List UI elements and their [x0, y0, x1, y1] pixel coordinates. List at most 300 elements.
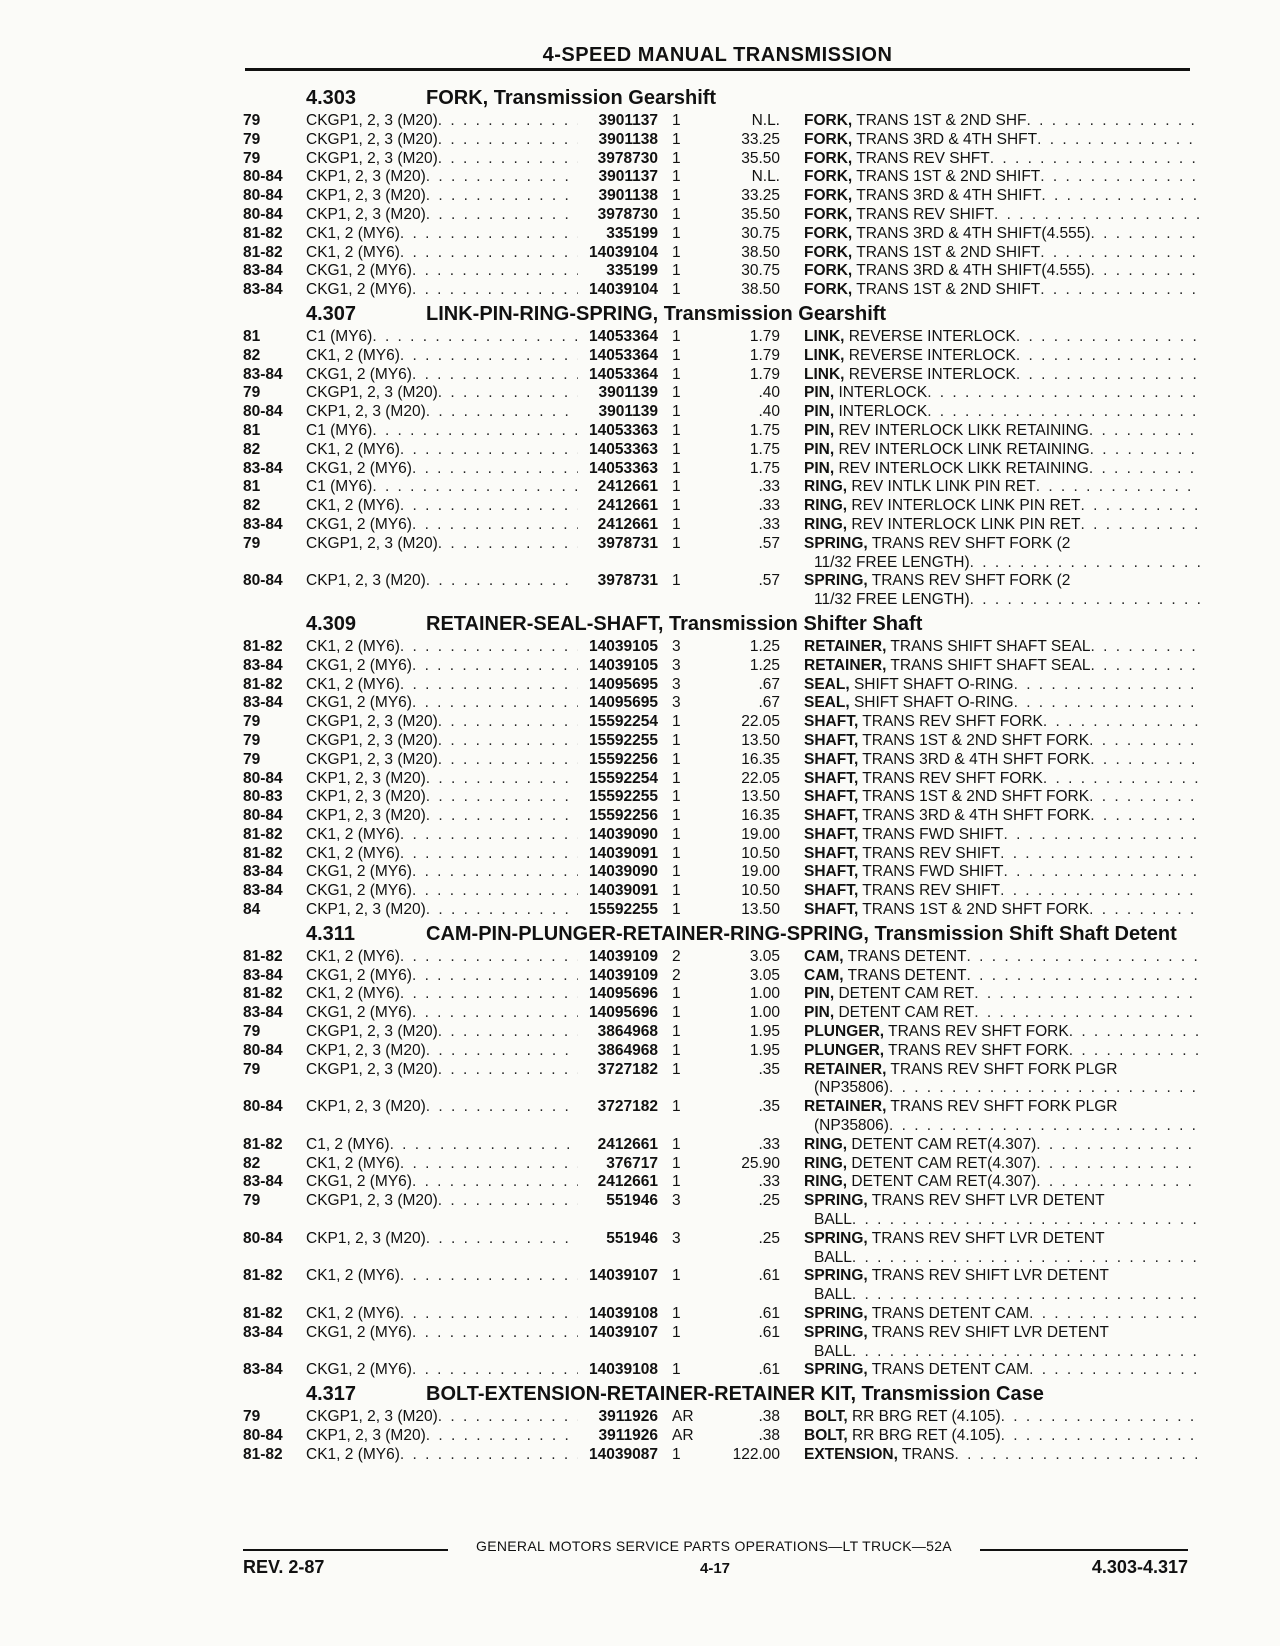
leader-dots — [1029, 1361, 1200, 1380]
model-year: 83-84 — [243, 966, 283, 984]
model-cell — [306, 497, 578, 516]
description-detail: TRANS FWD SHIFT — [862, 863, 1004, 881]
table-row — [243, 967, 1188, 986]
model-cell — [306, 826, 578, 845]
description-line — [804, 328, 1200, 347]
model-year: 81-82 — [243, 844, 283, 862]
description-line — [804, 497, 1200, 516]
model-cell — [306, 1446, 578, 1465]
part-number: 3978731 — [597, 534, 658, 552]
leader-dots — [852, 1211, 1200, 1230]
description-cell — [780, 441, 1200, 460]
leader-dots — [1000, 882, 1200, 901]
section-title: FORK, Transmission Gearshift — [426, 87, 717, 109]
part-number: 3978730 — [597, 205, 658, 223]
description-cell — [780, 967, 1200, 986]
description-cell — [780, 713, 1200, 732]
model-year: 80-84 — [243, 769, 283, 787]
description-line — [804, 1446, 1200, 1465]
model-code: CKP1, 2, 3 (M20) — [306, 572, 426, 590]
leader-dots — [1036, 478, 1200, 497]
model-year: 81-82 — [243, 1445, 283, 1463]
description-noun: SEAL, — [804, 675, 850, 693]
part-number: 14039107 — [589, 1267, 658, 1285]
quantity: 3 — [672, 637, 681, 655]
leader-dots — [400, 1446, 578, 1465]
description-line — [804, 535, 1200, 554]
table-row — [243, 1173, 1188, 1192]
leader-dots — [426, 403, 578, 422]
description-detail: DETENT CAM RET(4.307) — [851, 1135, 1037, 1153]
part-number: 14039108 — [589, 1305, 658, 1323]
model-code: CK1, 2 (MY6) — [306, 243, 400, 261]
description-text — [804, 497, 1080, 516]
model-year: 79 — [243, 534, 261, 552]
model-year: 84 — [243, 901, 261, 919]
section-heading — [243, 1383, 1188, 1405]
leader-dots — [954, 1446, 1200, 1465]
model-year: 79 — [243, 1060, 261, 1078]
section-heading — [243, 303, 1188, 325]
leader-dots — [400, 638, 578, 657]
model-year: 79 — [243, 1408, 261, 1426]
description-detail: REV INTERLOCK LIKK RETAINING — [838, 421, 1089, 439]
model-cell — [306, 168, 578, 187]
table-row — [243, 1267, 1188, 1305]
description-text — [804, 150, 990, 169]
table-row — [243, 638, 1188, 657]
description-cell — [780, 751, 1200, 770]
description-cell — [780, 732, 1200, 751]
description-cell — [780, 535, 1200, 573]
description-noun: PIN, — [804, 459, 835, 477]
model-cell — [306, 516, 578, 535]
quantity: 1 — [672, 1023, 681, 1041]
description-noun: SPRING, — [804, 1229, 868, 1247]
model-year: 79 — [243, 750, 261, 768]
leader-dots — [1089, 901, 1200, 920]
leader-dots — [390, 1136, 578, 1155]
price: .61 — [758, 1305, 780, 1323]
part-number: 14039090 — [589, 825, 658, 843]
model-code: CKP1, 2, 3 (M20) — [306, 788, 426, 806]
leader-dots — [412, 460, 578, 479]
model-code: CKG1, 2 (MY6) — [306, 694, 412, 712]
model-code: CKP1, 2, 3 (M20) — [306, 403, 426, 421]
price: 33.25 — [741, 187, 780, 205]
part-number: 2412661 — [597, 515, 658, 533]
part-number: 14039105 — [589, 637, 658, 655]
section-number: 4.307 — [306, 302, 357, 325]
part-number: 335199 — [606, 224, 658, 242]
table-row — [243, 732, 1188, 751]
table-row — [243, 1042, 1188, 1061]
description-line — [804, 826, 1200, 845]
table-row — [243, 168, 1188, 187]
leader-dots — [974, 985, 1200, 1004]
description-cell — [780, 112, 1200, 131]
description-cell — [780, 1192, 1200, 1230]
model-cell — [306, 281, 578, 300]
model-code: CKG1, 2 (MY6) — [306, 656, 412, 674]
model-cell — [306, 882, 578, 901]
table-row — [243, 751, 1188, 770]
quantity: 1 — [672, 243, 681, 261]
leader-dots — [927, 403, 1200, 422]
price: 16.35 — [741, 807, 780, 825]
description-text — [804, 187, 1041, 206]
description-detail: TRANS REV SHFT FORK — [888, 1023, 1069, 1041]
price: 1.75 — [749, 440, 780, 458]
quantity: AR — [672, 1408, 694, 1426]
price: .61 — [758, 1267, 780, 1285]
price: 16.35 — [741, 750, 780, 768]
leader-dots — [400, 225, 578, 244]
description-text — [804, 460, 1089, 479]
model-code: CKG1, 2 (MY6) — [306, 882, 412, 900]
part-number: 15592256 — [589, 750, 658, 768]
description-noun: SPRING, — [804, 534, 868, 552]
description-line — [804, 882, 1200, 901]
description-detail: SHIFT SHAFT O-RING — [853, 675, 1014, 693]
description-line — [804, 1408, 1200, 1427]
model-year: 79 — [243, 713, 261, 731]
description-noun: PIN, — [804, 384, 835, 402]
model-code: C1 (MY6) — [306, 478, 373, 496]
description-cell — [780, 807, 1200, 826]
description-noun: PIN, — [804, 985, 835, 1003]
leader-dots — [412, 1004, 578, 1023]
description-line — [804, 967, 1200, 986]
description-detail: DETENT CAM RET — [838, 985, 975, 1003]
model-code: CKG1, 2 (MY6) — [306, 262, 412, 280]
model-year: 81-82 — [243, 243, 283, 261]
footer-rule-left — [243, 1549, 448, 1551]
model-cell — [306, 676, 578, 695]
description-cell — [780, 497, 1200, 516]
quantity: 3 — [672, 1229, 681, 1247]
description-detail: SHIFT SHAFT O-RING — [853, 694, 1014, 712]
leader-dots — [426, 1230, 578, 1249]
model-code: CKGP1, 2, 3 (M20) — [306, 750, 438, 768]
description-noun: SPRING, — [804, 1305, 868, 1323]
part-number: 3901139 — [598, 403, 658, 421]
description-detail: TRANS REV SHFT FORK (2 — [871, 534, 1071, 552]
part-number: 3727182 — [597, 1098, 658, 1116]
price: 33.25 — [741, 130, 780, 148]
model-year: 80-84 — [243, 807, 283, 825]
description-text — [804, 422, 1089, 441]
leader-dots — [426, 187, 578, 206]
description-cell — [780, 1042, 1200, 1061]
description-detail: TRANS REV SHIFT — [856, 205, 995, 223]
model-cell — [306, 1155, 578, 1174]
part-number: 3901139 — [598, 384, 658, 402]
leader-dots — [426, 1098, 578, 1117]
leader-dots — [438, 1061, 578, 1080]
table-row — [243, 901, 1188, 920]
description-text — [804, 676, 1014, 695]
leader-dots — [372, 422, 578, 441]
model-cell — [306, 948, 578, 967]
description-continued-text: (NP35806) — [814, 1117, 889, 1135]
description-noun: EXTENSION, — [804, 1445, 898, 1463]
part-number: 335199 — [606, 262, 658, 280]
model-year: 81-82 — [243, 1135, 283, 1153]
quantity: 2 — [672, 966, 681, 984]
description-text — [804, 845, 1000, 864]
leader-dots — [426, 1427, 578, 1446]
description-noun: FORK, — [804, 205, 853, 223]
description-cell — [780, 1136, 1200, 1155]
model-code: CK1, 2 (MY6) — [306, 825, 400, 843]
description-noun: CAM, — [804, 966, 844, 984]
model-year: 83-84 — [243, 1173, 283, 1191]
description-cell — [780, 244, 1200, 263]
model-year: 83-84 — [243, 281, 283, 299]
description-detail: REV INTLK LINK PIN RET — [851, 478, 1036, 496]
model-cell — [306, 985, 578, 1004]
leader-dots — [1001, 1427, 1200, 1446]
description-noun: RING, — [804, 497, 848, 515]
table-row — [243, 441, 1188, 460]
description-noun: SHAFT, — [804, 713, 859, 731]
price: .67 — [758, 694, 780, 712]
leader-dots — [974, 1004, 1200, 1023]
quantity: 1 — [672, 478, 681, 496]
model-code: CKGP1, 2, 3 (M20) — [306, 1408, 438, 1426]
leader-dots — [412, 1324, 578, 1343]
leader-dots — [400, 347, 578, 366]
description-noun: SHAFT, — [804, 750, 859, 768]
section-number: 4.311 — [306, 922, 355, 945]
description-detail: TRANS REV SHFT FORK PLGR — [890, 1060, 1118, 1078]
leader-dots — [1036, 1136, 1200, 1155]
description-cell — [780, 1446, 1200, 1465]
model-code: CKGP1, 2, 3 (M20) — [306, 731, 438, 749]
table-row — [243, 281, 1188, 300]
description-text — [804, 384, 927, 403]
section-title: LINK-PIN-RING-SPRING, Transmission Gearshift — [426, 302, 887, 325]
description-text — [804, 1427, 1001, 1446]
description-detail: TRANS 1ST & 2ND SHFT FORK — [862, 901, 1090, 919]
price: .35 — [758, 1060, 780, 1078]
description-detail: RR BRG RET (4.105) — [851, 1408, 1001, 1426]
model-year: 81-82 — [243, 1267, 283, 1285]
description-line — [804, 1230, 1200, 1249]
description-noun: FORK, — [804, 262, 853, 280]
model-cell — [306, 1098, 578, 1117]
price: 1.95 — [749, 1023, 780, 1041]
description-noun: BOLT, — [804, 1427, 848, 1444]
price: 3.05 — [749, 966, 780, 984]
description-text — [804, 807, 1090, 826]
description-continuation — [804, 1211, 1200, 1230]
description-line — [804, 478, 1200, 497]
model-cell — [306, 638, 578, 657]
leader-dots — [927, 384, 1200, 403]
description-text — [804, 225, 1091, 244]
leader-dots — [438, 535, 578, 554]
leader-dots — [1040, 168, 1200, 187]
leader-dots — [412, 1173, 578, 1192]
model-code: C1 (MY6) — [306, 421, 373, 439]
table-row — [243, 1427, 1188, 1446]
description-noun: FORK, — [804, 281, 853, 299]
description-continuation — [804, 1079, 1200, 1098]
leader-dots — [970, 554, 1200, 573]
model-code: CK1, 2 (MY6) — [306, 985, 400, 1003]
price: 19.00 — [741, 863, 780, 881]
description-text — [804, 1361, 1029, 1380]
leader-dots — [1091, 225, 1200, 244]
description-text — [804, 572, 1070, 591]
description-continued-text: 11/32 FREE LENGTH) — [814, 591, 970, 609]
description-noun: SEAL, — [804, 694, 850, 712]
part-number: 3901137 — [598, 112, 658, 129]
description-noun: FORK, — [804, 243, 853, 261]
description-noun: RETAINER, — [804, 1060, 887, 1078]
section-number: 4.317 — [306, 1383, 357, 1406]
description-detail: TRANS 3RD & 4TH SHFT FORK — [862, 750, 1091, 768]
model-cell — [306, 1042, 578, 1061]
leader-dots — [438, 1192, 578, 1211]
part-number: 14039090 — [589, 863, 658, 881]
description-noun: SHAFT, — [804, 844, 859, 862]
leader-dots — [852, 1249, 1200, 1268]
model-code: CKG1, 2 (MY6) — [306, 459, 412, 477]
quantity: 1 — [672, 1041, 681, 1059]
model-cell — [306, 460, 578, 479]
leader-dots — [1000, 845, 1200, 864]
part-number: 15592255 — [589, 901, 658, 919]
price: 30.75 — [741, 262, 780, 280]
part-number: 14039109 — [589, 966, 658, 984]
model-cell — [306, 1192, 578, 1211]
part-number: 14095695 — [589, 675, 658, 693]
description-line — [804, 422, 1200, 441]
description-noun: FORK, — [804, 187, 853, 205]
price: .40 — [758, 403, 780, 421]
description-detail: REV INTERLOCK LINK PIN RET — [851, 497, 1081, 515]
table-row — [243, 713, 1188, 732]
description-noun: PIN, — [804, 440, 835, 458]
description-detail: DETENT CAM RET(4.307) — [851, 1154, 1037, 1172]
description-detail: TRANS REV SHFT LVR DETENT — [871, 1229, 1105, 1247]
description-cell — [780, 676, 1200, 695]
model-cell — [306, 572, 578, 591]
model-year: 83-84 — [243, 882, 283, 900]
description-continued-text: (NP35806) — [814, 1079, 889, 1097]
table-row — [243, 131, 1188, 150]
description-continued-text: BALL — [814, 1342, 852, 1360]
price: 10.50 — [741, 844, 780, 862]
description-noun: RETAINER, — [804, 1098, 887, 1116]
model-cell — [306, 1427, 578, 1446]
table-row — [243, 1305, 1188, 1324]
quantity: 1 — [672, 844, 681, 862]
part-number: 14039104 — [589, 243, 658, 261]
model-year: 80-83 — [243, 788, 283, 806]
leader-dots — [1043, 713, 1200, 732]
description-cell — [780, 1324, 1200, 1362]
model-year: 83-84 — [243, 863, 283, 881]
price: 38.50 — [741, 281, 780, 299]
table-row — [243, 1192, 1188, 1230]
description-noun: RING, — [804, 515, 848, 533]
description-cell — [780, 1427, 1200, 1446]
leader-dots — [438, 1408, 578, 1427]
price: 22.05 — [741, 769, 780, 787]
quantity: 1 — [672, 1305, 681, 1323]
section-title: BOLT-EXTENSION-RETAINER-RETAINER KIT, Transmission Case — [426, 1383, 1044, 1406]
description-continuation — [804, 1249, 1200, 1268]
quantity: 1 — [672, 1060, 681, 1078]
description-noun: PLUNGER, — [804, 1041, 885, 1059]
model-code: CKP1, 2, 3 (M20) — [306, 1427, 426, 1444]
leader-dots — [438, 150, 578, 169]
model-code: CKGP1, 2, 3 (M20) — [306, 130, 438, 148]
quantity: 1 — [672, 1267, 681, 1285]
leader-dots — [426, 168, 578, 187]
price: 3.05 — [749, 947, 780, 965]
model-year: 80-84 — [243, 1229, 283, 1247]
description-noun: SHAFT, — [804, 807, 859, 825]
quantity: 1 — [672, 713, 681, 731]
leader-dots — [400, 1305, 578, 1324]
model-year: 79 — [243, 1023, 261, 1041]
leader-dots — [990, 150, 1200, 169]
leader-dots — [400, 845, 578, 864]
description-line — [804, 516, 1200, 535]
model-year: 83-84 — [243, 262, 283, 280]
price: 38.50 — [741, 243, 780, 261]
description-line — [804, 845, 1200, 864]
description-text — [804, 1324, 1109, 1343]
part-number: 14039108 — [589, 1361, 658, 1379]
description-text — [804, 788, 1089, 807]
model-year: 79 — [243, 130, 261, 148]
description-cell — [780, 1305, 1200, 1324]
model-code: CK1, 2 (MY6) — [306, 675, 400, 693]
quantity: 1 — [672, 384, 681, 402]
description-text — [804, 403, 927, 422]
price: 1.79 — [749, 327, 780, 345]
description-detail: TRANS SHIFT SHAFT SEAL — [890, 637, 1091, 655]
description-cell — [780, 948, 1200, 967]
description-detail: TRANS DETENT CAM — [871, 1361, 1030, 1379]
leader-dots — [1089, 460, 1200, 479]
model-year: 83-84 — [243, 515, 283, 533]
footer-section-range: 4.303-4.317 — [1091, 1557, 1188, 1577]
price: .38 — [758, 1408, 780, 1426]
quantity: 1 — [672, 130, 681, 148]
leader-dots — [1069, 1023, 1200, 1042]
model-code: CKGP1, 2, 3 (M20) — [306, 1023, 438, 1041]
table-row — [243, 497, 1188, 516]
description-noun: SHAFT, — [804, 788, 859, 806]
model-year: 81-82 — [243, 675, 283, 693]
description-noun: FORK, — [804, 112, 853, 129]
description-noun: FORK, — [804, 224, 853, 242]
description-noun: SHAFT, — [804, 863, 859, 881]
part-number: 15592256 — [589, 807, 658, 825]
table-row — [243, 1061, 1188, 1099]
leader-dots — [412, 516, 578, 535]
model-cell — [306, 967, 578, 986]
description-line — [804, 985, 1200, 1004]
table-row — [243, 262, 1188, 281]
